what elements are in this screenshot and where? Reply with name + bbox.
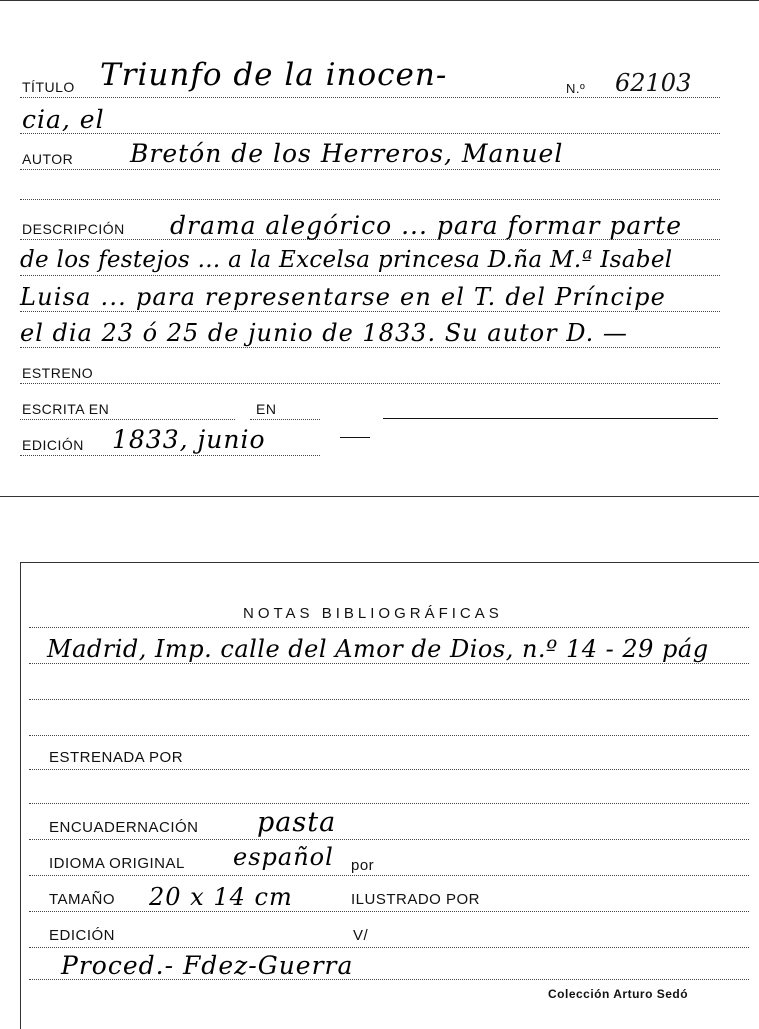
descripcion-line-4 (20, 347, 720, 348)
encuadernacion-line (29, 839, 749, 840)
collection-footer: Colección Arturo Sedó (548, 987, 689, 1001)
notas-handwritten: Madrid, Imp. calle del Amor de Dios, n.º 14 - 29 pág (47, 635, 709, 663)
descripcion-handwritten-2: de los festejos ... a la Excelsa princesa D.ña M.ª Isabel (20, 247, 673, 273)
edicion-line (20, 455, 320, 456)
edicion-handwritten: 1833, junio (112, 425, 266, 454)
encuadernacion-handwritten: pasta (257, 807, 337, 838)
titulo-handwritten-2: cia, el (22, 105, 105, 134)
tamano-handwritten: 20 x 14 cm (149, 883, 293, 911)
descripcion-line-3 (20, 311, 720, 312)
card-back (20, 562, 759, 1029)
tamano-label: TAMAÑO (49, 891, 116, 908)
card-front (0, 0, 759, 497)
descripcion-line-2 (20, 275, 720, 276)
descripcion-handwritten-1: drama alegórico ... para formar parte (170, 211, 683, 240)
titulo-label: TÍTULO (22, 79, 75, 95)
encuadernacion-label: ENCUADERNACIÓN (49, 819, 199, 836)
en-label: EN (256, 401, 277, 417)
escrita-dash (383, 418, 718, 419)
edicion-dash (340, 437, 370, 438)
edicion-back-label: EDICIÓN (49, 927, 116, 944)
notas-line-2 (29, 663, 749, 664)
estreno-label: ESTRENO (22, 365, 94, 381)
autor-label: AUTOR (22, 151, 74, 167)
autor-line-2 (20, 199, 720, 200)
blank-line-1 (29, 803, 749, 804)
idioma-handwritten: español (233, 843, 334, 871)
v-label: V/ (353, 927, 369, 944)
edicion-back-line (29, 947, 749, 948)
descripcion-handwritten-4: el dia 23 ó 25 de junio de 1833. Su autor D. — (20, 319, 628, 347)
titulo-line-2 (20, 133, 720, 134)
estreno-line (20, 383, 720, 384)
titulo-line (20, 97, 720, 98)
procedencia-handwritten: Proced.- Fdez-Guerra (61, 951, 354, 980)
notas-heading: NOTAS BIBLIOGRÁFICAS (243, 605, 503, 622)
notas-line-4 (29, 735, 749, 736)
escrita-en-line (20, 419, 235, 420)
en-line (250, 419, 320, 420)
procedencia-line (29, 979, 749, 980)
ilustrado-label: ILUSTRADO POR (351, 891, 481, 908)
descripcion-handwritten-3: Luisa ... para representarse en el T. del Príncipe (20, 283, 667, 311)
numero-label: N.º (566, 81, 586, 96)
estrenada-line (29, 769, 749, 770)
notas-line-3 (29, 699, 749, 700)
edicion-label: EDICIÓN (22, 437, 84, 453)
numero-value: 62103 (615, 69, 692, 97)
por-label: por (351, 857, 375, 874)
notas-line-1 (29, 627, 749, 628)
descripcion-label: DESCRIPCIÓN (22, 221, 125, 237)
escrita-en-label: ESCRITA EN (22, 401, 110, 417)
autor-handwritten: Bretón de los Herreros, Manuel (130, 139, 564, 168)
titulo-handwritten: Triunfo de la inocen- (100, 57, 448, 93)
tamano-line (29, 911, 749, 912)
autor-line (20, 169, 720, 170)
estrenada-label: ESTRENADA POR (49, 749, 184, 766)
idioma-label: IDIOMA ORIGINAL (49, 855, 185, 872)
idioma-line (29, 875, 749, 876)
